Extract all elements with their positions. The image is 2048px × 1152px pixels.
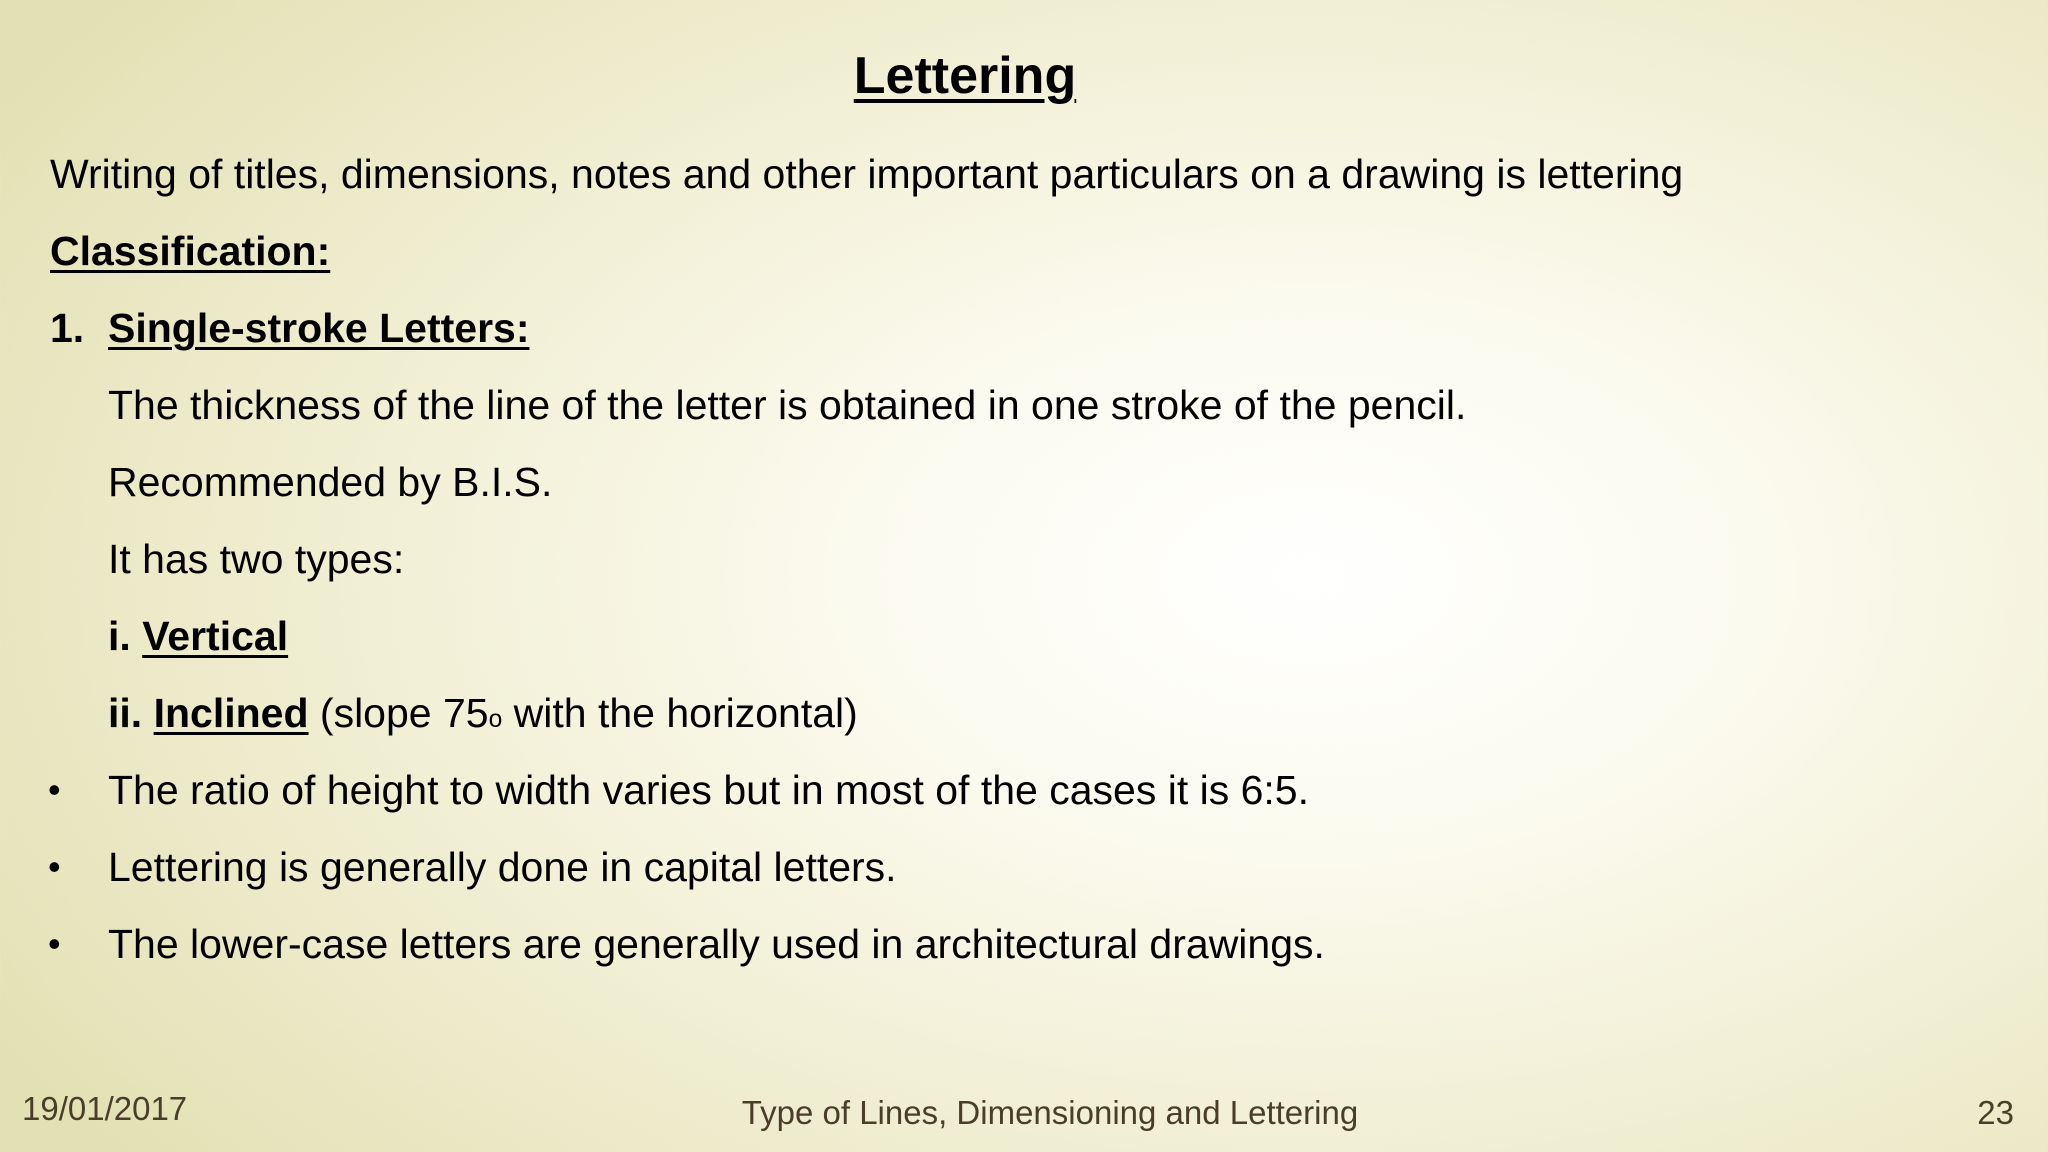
section-line: Recommended by B.I.S.	[108, 459, 553, 505]
type-item-inclined	[108, 688, 858, 738]
bullet-icon: •	[48, 846, 61, 887]
type-name: Inclined	[153, 690, 309, 736]
type-numeral: ii.	[108, 690, 143, 736]
slide-title: Lettering	[853, 47, 1077, 105]
type-note: (slope 75$^o$ with the horizontal)	[319, 690, 858, 736]
footer-topic: Type of Lines, Dimensioning and Lettering	[741, 1094, 1359, 1131]
intro-text: Writing of titles, dimensions, notes and other important particulars on a drawing is lettering	[50, 151, 1684, 197]
footer-date: 19/01/2017	[22, 1090, 188, 1127]
classification-heading: Classification:	[50, 228, 331, 274]
footer-page-number: 23	[1977, 1094, 2014, 1131]
bullet-text: The lower-case letters are generally used in architectural drawings.	[108, 921, 1325, 967]
bullet-icon: •	[48, 769, 61, 810]
section-number: 1.	[50, 305, 85, 351]
bullet-icon: •	[48, 923, 61, 964]
section-line: The thickness of the line of the letter is obtained in one stroke of the pencil.	[108, 382, 1467, 428]
type-item-vertical	[108, 611, 288, 661]
bullet-text: The ratio of height to width varies but in most of the cases it is 6:5.	[108, 767, 1309, 813]
type-numeral: i.	[108, 613, 131, 659]
type-name: Vertical	[142, 613, 289, 659]
bullet-text: Lettering is generally done in capital letters.	[108, 844, 897, 890]
section-heading: Single-stroke Letters:	[108, 305, 530, 351]
section-line: It has two types:	[108, 536, 405, 582]
